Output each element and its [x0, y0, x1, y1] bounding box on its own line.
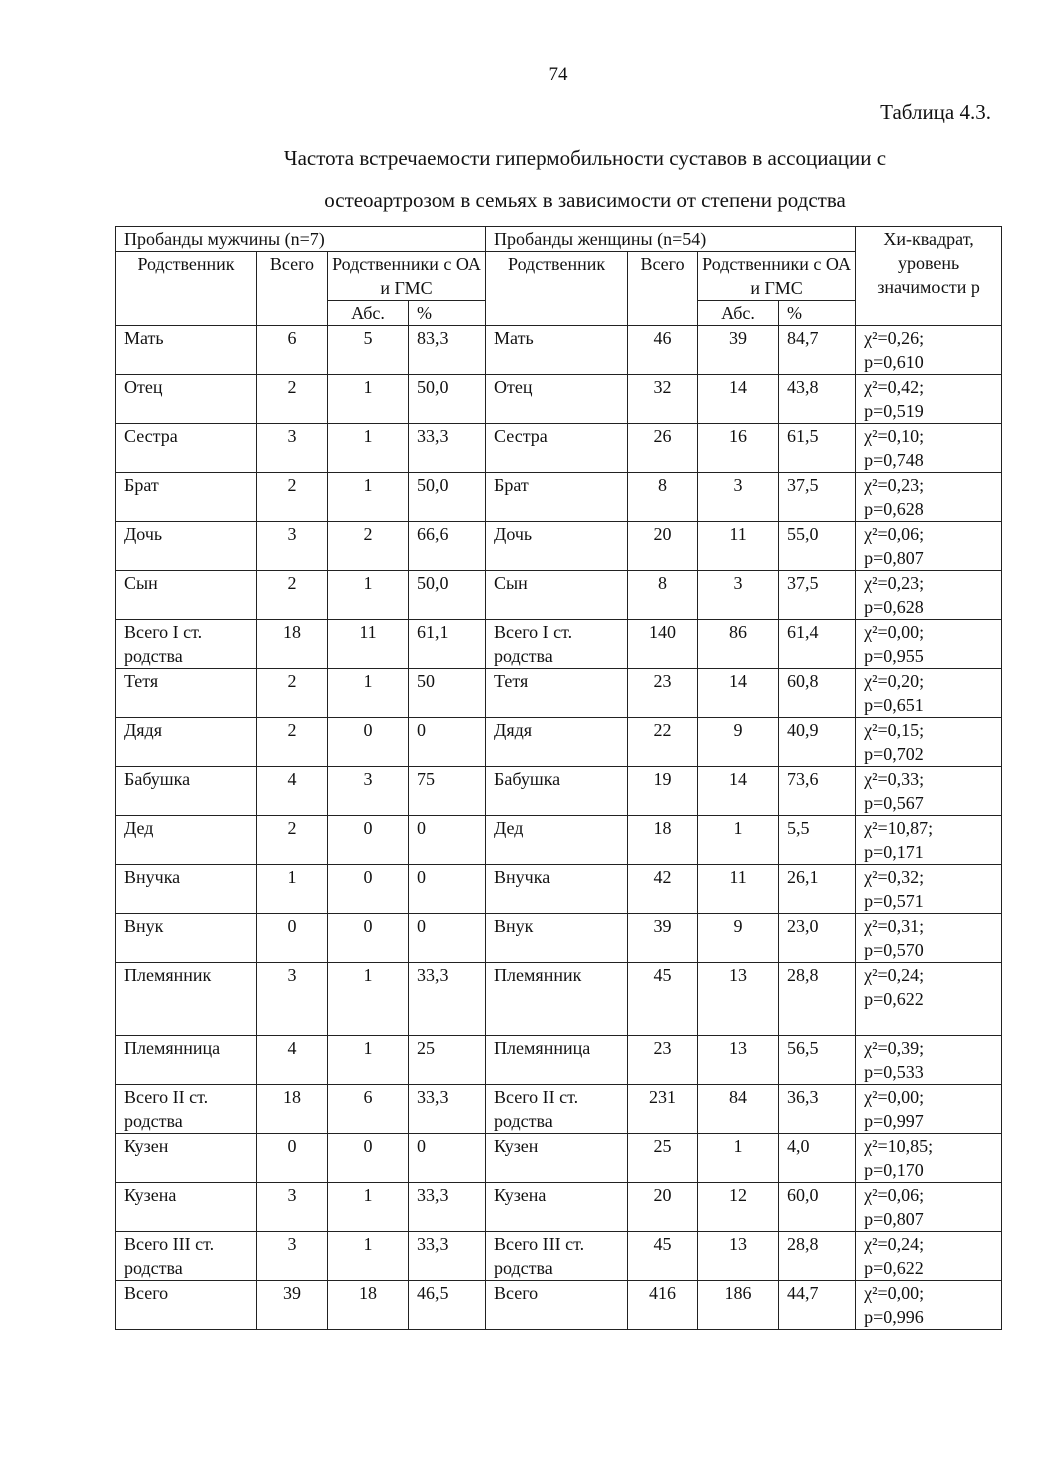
table-row: [116, 375, 1002, 424]
women-relatives-oa-header: Родственники с ОА и ГМС: [698, 252, 856, 301]
p-value: p=0,570: [864, 940, 924, 960]
p-value: p=0,807: [864, 1209, 924, 1229]
women-total-cell: 26: [628, 424, 698, 473]
men-pct-cell: 50,0: [409, 375, 486, 424]
women-relative-cell: Всего I ст. родства: [486, 620, 628, 669]
men-pct-cell: 0: [409, 718, 486, 767]
women-pct-cell: 37,5: [779, 571, 856, 620]
table-label: Таблица 4.3.: [880, 100, 991, 124]
men-total-cell: 2: [257, 669, 328, 718]
women-abs-cell: 13: [698, 1036, 779, 1085]
women-pct-cell: 56,5: [779, 1036, 856, 1085]
men-pct-cell: 33,3: [409, 424, 486, 473]
men-total-cell: 39: [257, 1281, 328, 1330]
chi-square-cell: [856, 718, 1002, 767]
data-table: [115, 226, 1002, 1330]
women-abs-cell: 13: [698, 963, 779, 1036]
women-pct-cell: 5,5: [779, 816, 856, 865]
men-pct-cell: 46,5: [409, 1281, 486, 1330]
women-abs-cell: 14: [698, 767, 779, 816]
chi-square-cell: [856, 1281, 1002, 1330]
men-total-cell: 18: [257, 620, 328, 669]
women-relative-cell: Племянник: [486, 963, 628, 1036]
men-abs-cell: 1: [328, 1183, 409, 1232]
women-total-cell: 22: [628, 718, 698, 767]
men-total-cell: 1: [257, 865, 328, 914]
women-pct-header: %: [779, 301, 856, 326]
chi-square-value: χ²=0,33;: [864, 769, 925, 789]
men-total-cell: 2: [257, 571, 328, 620]
women-relative-cell: Дядя: [486, 718, 628, 767]
women-pct-cell: 44,7: [779, 1281, 856, 1330]
men-pct-cell: 50,0: [409, 473, 486, 522]
women-total-cell: 20: [628, 522, 698, 571]
men-total-cell: 0: [257, 1134, 328, 1183]
chi-square-value: χ²=0,42;: [864, 377, 925, 397]
men-abs-cell: 2: [328, 522, 409, 571]
women-abs-cell: 9: [698, 718, 779, 767]
chi-square-cell: [856, 1134, 1002, 1183]
chi-square-cell: [856, 1036, 1002, 1085]
chi-square-cell: [856, 1183, 1002, 1232]
women-relative-cell: Кузена: [486, 1183, 628, 1232]
men-relative-cell: Тетя: [116, 669, 257, 718]
men-abs-cell: 0: [328, 1134, 409, 1183]
p-value: p=0,567: [864, 793, 924, 813]
men-total-cell: 2: [257, 473, 328, 522]
men-relative-cell: Дядя: [116, 718, 257, 767]
p-value: p=0,170: [864, 1160, 924, 1180]
women-pct-cell: 60,8: [779, 669, 856, 718]
p-value: p=0,571: [864, 891, 924, 911]
women-total-cell: 39: [628, 914, 698, 963]
chi-square-cell: [856, 865, 1002, 914]
chi-square-value: χ²=0,24;: [864, 1234, 925, 1254]
header-row-1: [116, 227, 1002, 252]
men-total-cell: 2: [257, 718, 328, 767]
women-pct-cell: 61,4: [779, 620, 856, 669]
men-pct-cell: 0: [409, 865, 486, 914]
men-relative-cell: Внучка: [116, 865, 257, 914]
women-relative-cell: Всего II ст. родства: [486, 1085, 628, 1134]
women-abs-cell: 13: [698, 1232, 779, 1281]
chi-square-value: χ²=0,39;: [864, 1038, 925, 1058]
men-relative-cell: Бабушка: [116, 767, 257, 816]
women-total-cell: 18: [628, 816, 698, 865]
chi-square-value: χ²=0,20;: [864, 671, 925, 691]
women-total-cell: 231: [628, 1085, 698, 1134]
women-relative-cell: Сын: [486, 571, 628, 620]
p-value: p=0,533: [864, 1062, 924, 1082]
table-row: [116, 767, 1002, 816]
p-value: p=0,171: [864, 842, 924, 862]
table-row: [116, 473, 1002, 522]
title-line-2: остеоартрозом в семьях в зависимости от степени родства: [324, 188, 846, 212]
women-total-cell: 8: [628, 571, 698, 620]
chi-square-value: χ²=0,06;: [864, 1185, 925, 1205]
men-abs-cell: 11: [328, 620, 409, 669]
men-pct-cell: 25: [409, 1036, 486, 1085]
men-total-cell: 2: [257, 816, 328, 865]
chi-square-cell: [856, 326, 1002, 375]
men-pct-cell: 66,6: [409, 522, 486, 571]
women-group-header: Пробанды женщины (n=54): [486, 227, 856, 252]
p-value: p=0,997: [864, 1111, 924, 1131]
chi-square-cell: [856, 1085, 1002, 1134]
table-row: [116, 1134, 1002, 1183]
women-relative-cell: Сестра: [486, 424, 628, 473]
women-pct-cell: 37,5: [779, 473, 856, 522]
p-value: p=0,748: [864, 450, 924, 470]
chi-square-cell: [856, 963, 1002, 1036]
table-row: [116, 522, 1002, 571]
women-abs-cell: 12: [698, 1183, 779, 1232]
women-pct-cell: 84,7: [779, 326, 856, 375]
men-abs-cell: 1: [328, 571, 409, 620]
women-abs-cell: 16: [698, 424, 779, 473]
men-abs-cell: 1: [328, 424, 409, 473]
women-abs-cell: 9: [698, 914, 779, 963]
chi-square-value: χ²=0,24;: [864, 965, 925, 985]
p-value: p=0,610: [864, 352, 924, 372]
chi-square-value: χ²=10,85;: [864, 1136, 934, 1156]
men-relatives-oa-header: Родственники с ОА и ГМС: [328, 252, 486, 301]
table-row: [116, 1036, 1002, 1085]
table-row: [116, 865, 1002, 914]
table-title: [200, 137, 970, 221]
men-relative-cell: Дочь: [116, 522, 257, 571]
men-relative-cell: Дед: [116, 816, 257, 865]
chi-square-value: χ²=0,23;: [864, 475, 925, 495]
table-row: [116, 914, 1002, 963]
chi-square-cell: [856, 1232, 1002, 1281]
women-relative-cell: Бабушка: [486, 767, 628, 816]
men-total-cell: 3: [257, 522, 328, 571]
chi-square-cell: [856, 473, 1002, 522]
women-abs-cell: 1: [698, 1134, 779, 1183]
women-pct-cell: 26,1: [779, 865, 856, 914]
chi-square-cell: [856, 375, 1002, 424]
men-abs-cell: 0: [328, 816, 409, 865]
chi-square-value: χ²=0,00;: [864, 1087, 925, 1107]
table-row: [116, 1085, 1002, 1134]
women-abs-cell: 14: [698, 375, 779, 424]
men-total-cell: 6: [257, 326, 328, 375]
chi-square-value: χ²=0,06;: [864, 524, 925, 544]
p-value: p=0,955: [864, 646, 924, 666]
chi-square-cell: [856, 767, 1002, 816]
women-abs-cell: 3: [698, 473, 779, 522]
women-relative-cell: Дочь: [486, 522, 628, 571]
women-total-cell: 416: [628, 1281, 698, 1330]
men-total-cell: 18: [257, 1085, 328, 1134]
women-total-cell: 19: [628, 767, 698, 816]
table-row: [116, 620, 1002, 669]
chi-square-value: χ²=0,23;: [864, 573, 925, 593]
women-pct-cell: 60,0: [779, 1183, 856, 1232]
men-pct-cell: 33,3: [409, 1232, 486, 1281]
women-abs-cell: 14: [698, 669, 779, 718]
men-abs-cell: 0: [328, 718, 409, 767]
men-abs-cell: 1: [328, 669, 409, 718]
chi-square-cell: [856, 620, 1002, 669]
p-value: p=0,622: [864, 989, 924, 1009]
men-total-header: Всего: [257, 252, 328, 326]
chi-square-cell: [856, 816, 1002, 865]
women-relative-cell: Дед: [486, 816, 628, 865]
men-group-header: Пробанды мужчины (n=7): [116, 227, 486, 252]
p-value: p=0,622: [864, 1258, 924, 1278]
chi-square-header: Хи-квадрат, уровень значимости р: [856, 227, 1002, 326]
women-abs-cell: 11: [698, 865, 779, 914]
men-total-cell: 4: [257, 767, 328, 816]
women-pct-cell: 28,8: [779, 1232, 856, 1281]
men-abs-cell: 1: [328, 963, 409, 1036]
women-relative-cell: Тетя: [486, 669, 628, 718]
men-relative-cell: Кузен: [116, 1134, 257, 1183]
men-relative-cell: Племянница: [116, 1036, 257, 1085]
chi-square-cell: [856, 571, 1002, 620]
women-relative-cell: Всего: [486, 1281, 628, 1330]
p-value: p=0,519: [864, 401, 924, 421]
chi-square-cell: [856, 669, 1002, 718]
men-abs-cell: 1: [328, 375, 409, 424]
table-row: [116, 326, 1002, 375]
men-abs-cell: 0: [328, 914, 409, 963]
men-total-cell: 3: [257, 1232, 328, 1281]
table-row: [116, 1232, 1002, 1281]
p-value: p=0,628: [864, 499, 924, 519]
women-total-cell: 45: [628, 1232, 698, 1281]
men-total-cell: 3: [257, 963, 328, 1036]
women-abs-cell: 186: [698, 1281, 779, 1330]
p-value: p=0,628: [864, 597, 924, 617]
women-total-cell: 23: [628, 1036, 698, 1085]
women-pct-cell: 36,3: [779, 1085, 856, 1134]
women-abs-cell: 11: [698, 522, 779, 571]
p-value: p=0,996: [864, 1307, 924, 1327]
women-total-cell: 20: [628, 1183, 698, 1232]
table-row: [116, 1183, 1002, 1232]
men-abs-header: Абс.: [328, 301, 409, 326]
p-value: p=0,807: [864, 548, 924, 568]
men-abs-cell: 3: [328, 767, 409, 816]
men-relative-cell: Брат: [116, 473, 257, 522]
men-total-cell: 3: [257, 424, 328, 473]
women-abs-cell: 86: [698, 620, 779, 669]
men-abs-cell: 1: [328, 473, 409, 522]
men-relative-cell: Сестра: [116, 424, 257, 473]
table-row: [116, 669, 1002, 718]
women-total-cell: 140: [628, 620, 698, 669]
men-relative-cell: Всего I ст. родства: [116, 620, 257, 669]
chi-square-value: χ²=0,10;: [864, 426, 925, 446]
chi-square-value: χ²=0,15;: [864, 720, 925, 740]
chi-square-value: χ²=0,31;: [864, 916, 925, 936]
men-relative-cell: Внук: [116, 914, 257, 963]
table-row: [116, 816, 1002, 865]
women-pct-cell: 28,8: [779, 963, 856, 1036]
p-value: p=0,702: [864, 744, 924, 764]
women-pct-cell: 40,9: [779, 718, 856, 767]
women-pct-cell: 23,0: [779, 914, 856, 963]
women-total-cell: 42: [628, 865, 698, 914]
chi-square-value: χ²=0,26;: [864, 328, 925, 348]
men-relative-cell: Отец: [116, 375, 257, 424]
men-pct-header: %: [409, 301, 486, 326]
women-pct-cell: 73,6: [779, 767, 856, 816]
men-relative-header: Родственник: [116, 252, 257, 326]
p-value: p=0,651: [864, 695, 924, 715]
women-total-cell: 8: [628, 473, 698, 522]
women-pct-cell: 43,8: [779, 375, 856, 424]
chi-square-value: χ²=0,32;: [864, 867, 925, 887]
women-relative-cell: Всего III ст. родства: [486, 1232, 628, 1281]
men-abs-cell: 0: [328, 865, 409, 914]
men-pct-cell: 33,3: [409, 1085, 486, 1134]
chi-square-value: χ²=10,87;: [864, 818, 934, 838]
women-relative-cell: Брат: [486, 473, 628, 522]
chi-square-value: χ²=0,00;: [864, 622, 925, 642]
women-pct-cell: 55,0: [779, 522, 856, 571]
women-relative-cell: Отец: [486, 375, 628, 424]
women-relative-header: Родственник: [486, 252, 628, 326]
table-row: [116, 424, 1002, 473]
men-relative-cell: Мать: [116, 326, 257, 375]
women-relative-cell: Внук: [486, 914, 628, 963]
men-abs-cell: 18: [328, 1281, 409, 1330]
men-pct-cell: 33,3: [409, 963, 486, 1036]
table-row: [116, 571, 1002, 620]
men-pct-cell: 50: [409, 669, 486, 718]
women-abs-cell: 39: [698, 326, 779, 375]
women-total-cell: 32: [628, 375, 698, 424]
women-relative-cell: Мать: [486, 326, 628, 375]
men-abs-cell: 6: [328, 1085, 409, 1134]
men-total-cell: 0: [257, 914, 328, 963]
women-total-cell: 25: [628, 1134, 698, 1183]
men-relative-cell: Всего III ст. родства: [116, 1232, 257, 1281]
table-row: [116, 1281, 1002, 1330]
men-pct-cell: 83,3: [409, 326, 486, 375]
men-pct-cell: 0: [409, 1134, 486, 1183]
men-abs-cell: 5: [328, 326, 409, 375]
women-abs-cell: 3: [698, 571, 779, 620]
men-relative-cell: Всего: [116, 1281, 257, 1330]
women-total-header: Всего: [628, 252, 698, 326]
men-pct-cell: 50,0: [409, 571, 486, 620]
women-relative-cell: Внучка: [486, 865, 628, 914]
men-pct-cell: 61,1: [409, 620, 486, 669]
men-pct-cell: 0: [409, 914, 486, 963]
men-relative-cell: Всего II ст. родства: [116, 1085, 257, 1134]
women-pct-cell: 4,0: [779, 1134, 856, 1183]
women-relative-cell: Племянница: [486, 1036, 628, 1085]
men-total-cell: 4: [257, 1036, 328, 1085]
men-relative-cell: Племянник: [116, 963, 257, 1036]
men-pct-cell: 75: [409, 767, 486, 816]
chi-square-value: χ²=0,00;: [864, 1283, 925, 1303]
men-total-cell: 3: [257, 1183, 328, 1232]
page-number: 74: [548, 64, 568, 85]
chi-square-cell: [856, 522, 1002, 571]
title-line-1: Частота встречаемости гипермобильности суставов в ассоциации с: [283, 146, 887, 170]
women-abs-cell: 1: [698, 816, 779, 865]
men-relative-cell: Сын: [116, 571, 257, 620]
women-total-cell: 45: [628, 963, 698, 1036]
women-pct-cell: 61,5: [779, 424, 856, 473]
men-pct-cell: 0: [409, 816, 486, 865]
women-relative-cell: Кузен: [486, 1134, 628, 1183]
men-pct-cell: 33,3: [409, 1183, 486, 1232]
women-total-cell: 23: [628, 669, 698, 718]
men-total-cell: 2: [257, 375, 328, 424]
table-row: [116, 718, 1002, 767]
men-abs-cell: 1: [328, 1232, 409, 1281]
men-abs-cell: 1: [328, 1036, 409, 1085]
women-abs-cell: 84: [698, 1085, 779, 1134]
chi-square-cell: [856, 914, 1002, 963]
women-abs-header: Абс.: [698, 301, 779, 326]
chi-square-cell: [856, 424, 1002, 473]
table-row: [116, 963, 1002, 1036]
men-relative-cell: Кузена: [116, 1183, 257, 1232]
women-total-cell: 46: [628, 326, 698, 375]
